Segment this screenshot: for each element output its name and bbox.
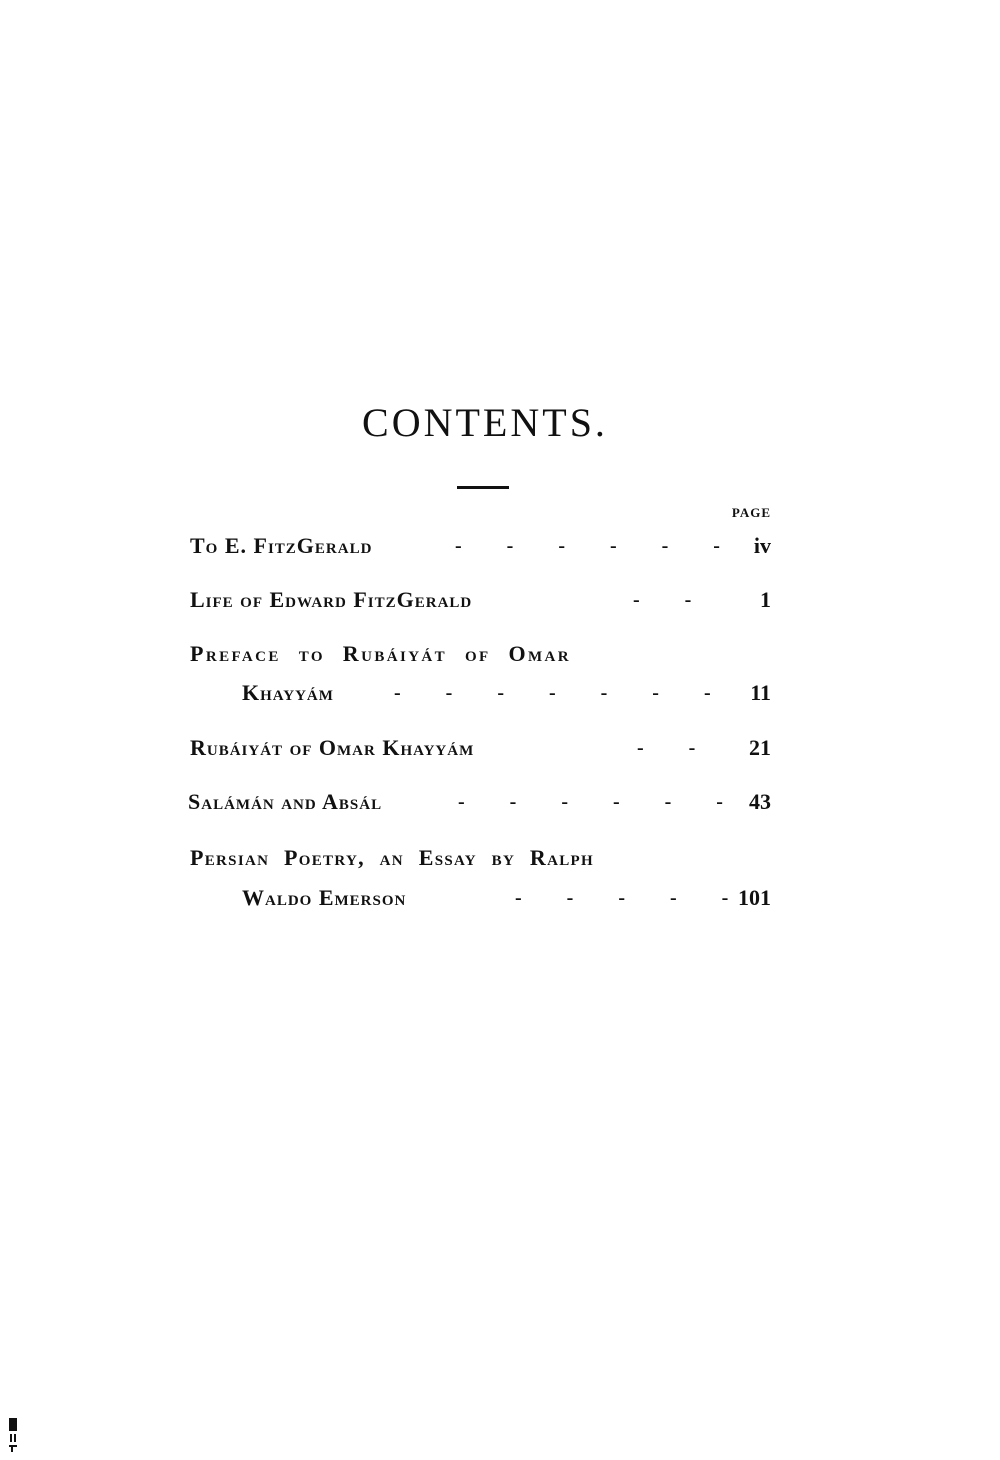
toc-leader-dots: - -: [633, 589, 692, 611]
toc-leader-dots: - - - - - - -: [394, 682, 711, 704]
toc-entry-title: Life of Edward FitzGerald: [190, 587, 473, 612]
toc-entry-title: Preface to Rubáiyát of Omar: [190, 641, 572, 666]
toc-leader-dots: - - - - -: [515, 887, 729, 909]
toc-entry-title-continuation: Waldo Emerson: [242, 885, 407, 910]
toc-entry-title: Rubáiyát of Omar Khayyám: [190, 735, 475, 760]
page-title: CONTENTS.: [362, 400, 608, 445]
toc-page-number: 21: [749, 735, 771, 760]
toc-entry-rubaiyat: [190, 731, 771, 765]
page-column-label: PAGE: [731, 505, 771, 520]
toc-entry-fitzgerald-dedication: [190, 529, 771, 563]
toc-page-number: 1: [760, 587, 771, 612]
toc-entry-title-continuation: Khayyám: [242, 680, 334, 705]
toc-entry-title: To E. FitzGerald: [190, 533, 373, 558]
toc-page-number: 11: [750, 680, 771, 705]
toc-entry-preface-line-1: [190, 637, 771, 671]
toc-entry-preface-line-2: [242, 676, 771, 710]
toc-entry-title: Salámán and Absál: [188, 789, 383, 814]
toc-leader-dots: - -: [637, 737, 696, 759]
toc-leader-dots: - - - - - -: [455, 535, 720, 557]
toc-entry-persian-poetry-line-1: [190, 841, 771, 875]
toc-page-number: 101: [738, 885, 771, 910]
toc-page-number: 43: [749, 789, 771, 814]
toc-page-number: iv: [753, 533, 771, 558]
toc-leader-dots: - - - - - -: [458, 791, 723, 813]
toc-entry-persian-poetry-line-2: [242, 881, 771, 915]
toc-entry-salaman-and-absal: [188, 785, 771, 819]
title-rule-divider: [457, 486, 509, 489]
toc-entry-life-of-fitzgerald: [190, 583, 771, 617]
toc-entry-title: Persian Poetry, an Essay by Ralph: [190, 845, 594, 870]
scan-artifact-mark: [8, 1418, 18, 1452]
